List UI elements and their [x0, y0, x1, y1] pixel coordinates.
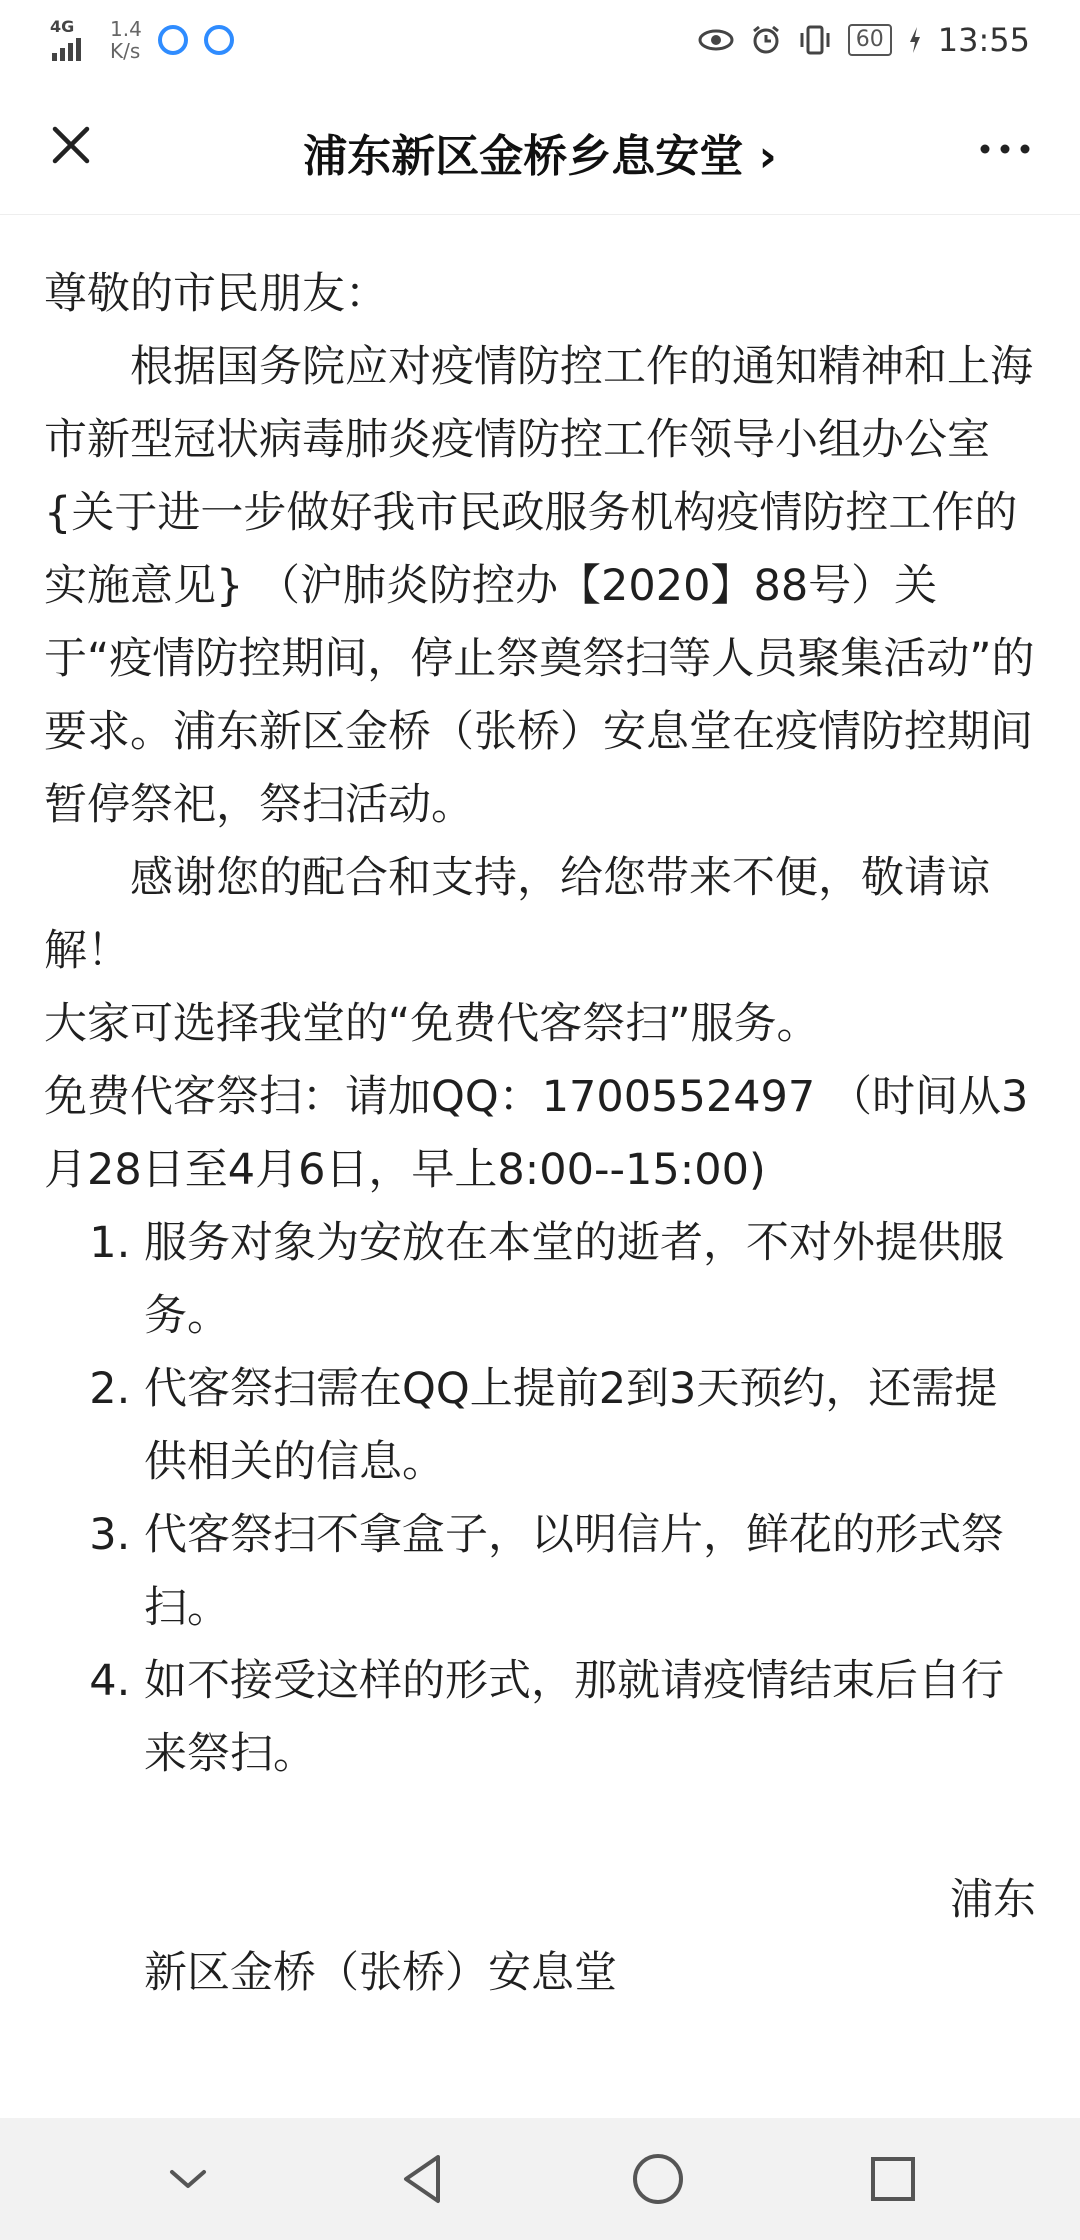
charging-icon [908, 26, 922, 54]
back-button[interactable] [393, 2149, 453, 2209]
status-bar [0, 0, 1080, 80]
system-nav-bar [0, 2118, 1080, 2240]
network-speed [110, 18, 142, 62]
service-contact: 免费代客祭扫：请加QQ：1700552497 （时间从3月28日至4月6日，早上8:00--15:00) [44, 1072, 1029, 1195]
signal-icon [50, 35, 94, 61]
notice-paragraph: 根据国务院应对疫情防控工作的通知精神和上海市新型冠状病毒肺炎疫情防控工作领导小组办公室{关于进一步做好我市民政服务机构疫情防控工作的实施意见} （沪肺炎防控办【2020】88号）关于“疫情防控期间，停止祭奠祭扫等人员聚集活动”的要求。浦东新区金桥（张桥）安息堂在疫情防控期间暂停祭祀，祭扫活动。 [44, 342, 1035, 830]
thanks-paragraph: 感谢您的配合和支持，给您带来不便，敬请谅解！ [44, 853, 990, 976]
status-time: 13:55 [937, 21, 1030, 59]
list-item: 2. 代客祭扫需在QQ上提前2到3天预约，还需提供相关的信息。 [144, 1353, 1036, 1499]
more-button[interactable] [970, 114, 1040, 184]
spacer [44, 1791, 1036, 1864]
battery-indicator: 60 [848, 24, 892, 56]
signature-line-1: 浦东 [950, 1875, 1036, 1925]
article-content [44, 258, 1036, 2010]
chevron-down-icon [166, 2164, 210, 2194]
list-item: 1. 服务对象为安放在本堂的逝者，不对外提供服务。 [144, 1207, 1036, 1353]
status-right [698, 21, 1030, 59]
network-indicator [50, 19, 94, 61]
status-left [50, 18, 234, 62]
rules-list [44, 1207, 1036, 1791]
more-icon [970, 114, 1040, 184]
collapse-button[interactable] [158, 2149, 218, 2209]
signature-line-2: 新区金桥（张桥）安息堂 [144, 1948, 617, 1998]
speed-value: 1.4 [110, 17, 142, 41]
list-item: 4. 如不接受这样的形式，那就请疫情结束后自行来祭扫。 [144, 1645, 1036, 1791]
qq-notification-icon [158, 25, 188, 55]
qq-notification-icon-2 [204, 25, 234, 55]
nav-bar [0, 80, 1080, 215]
recents-button[interactable] [863, 2149, 923, 2209]
home-circle-icon [630, 2151, 686, 2207]
network-type: 4G [50, 17, 75, 36]
eye-comfort-icon [698, 26, 734, 54]
vibrate-icon [798, 24, 832, 56]
service-intro: 大家可选择我堂的“免费代客祭扫”服务。 [44, 999, 820, 1049]
back-triangle-icon [398, 2152, 448, 2206]
list-item: 3. 代客祭扫不拿盒子，以明信片，鲜花的形式祭扫。 [144, 1499, 1036, 1645]
alarm-icon [750, 24, 782, 56]
recents-square-icon [868, 2154, 918, 2204]
greeting: 尊敬的市民朋友： [44, 269, 388, 319]
page-title[interactable]: 浦东新区金桥乡息安堂 › [303, 131, 777, 182]
home-button[interactable] [628, 2149, 688, 2209]
speed-unit: K/s [110, 39, 141, 63]
